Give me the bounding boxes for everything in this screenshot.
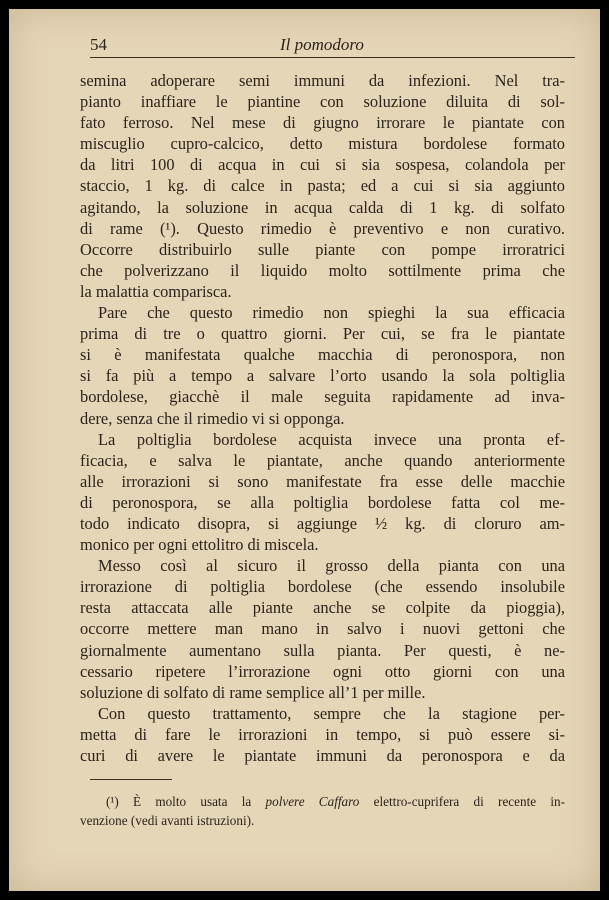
footnote-line: venzione (vedi avanti istruzioni). [80, 813, 255, 828]
footnote-text: È molto usata la [133, 794, 252, 809]
text-line: Pare che questo rimedio non spieghi la sua efficacia [98, 303, 565, 323]
text-line: che polverizzano il liquido molto sottilmente prima che [80, 260, 565, 280]
footnote-text: elettro-cuprifera di recente in- [373, 794, 566, 809]
text-line: si è manifestata qualche macchia di peronospora, non [80, 345, 565, 365]
text-line: di rame (¹). Questo rimedio è preventivo e non curativo. [80, 218, 565, 238]
text-line: irrorazione di poltiglia bordolese (che essendo insolubile [80, 577, 565, 597]
text-line: dere, senza che il rimedio vi si opponga. [80, 408, 345, 428]
text-line: metta di fare le irrorazioni in tempo, si può essere si- [80, 724, 565, 744]
paragraph [80, 429, 565, 556]
text-line: fato ferroso. Nel mese di giugno irrorare le piantate con [80, 113, 565, 133]
text-line: La poltiglia bordolese acquista invece una pronta ef- [98, 429, 565, 449]
text-line: bordolese, giacchè il male seguita rapidamente ad inva- [80, 387, 565, 407]
text-line: agitando, la soluzione in acqua calda di 1 kg. di solfato [80, 197, 565, 217]
text-line: Messo così al sicuro il grosso della pianta con una [98, 556, 565, 576]
footnote-marker: (¹) [106, 794, 119, 809]
text-line: prima di tre o quattro giorni. Per cui, se fra le piantate [80, 324, 565, 344]
text-line: Con questo trattamento, sempre che la stagione per- [98, 703, 565, 723]
text-line: miscuglio cupro-calcico, detto mistura bordolese formato [80, 134, 565, 154]
text-line: di peronospora, se alla poltiglia bordolese fatta col me- [80, 492, 565, 512]
paragraph [80, 703, 565, 766]
running-title: Il pomodoro [280, 35, 364, 54]
paragraph [80, 70, 565, 302]
footnote-line [80, 792, 565, 811]
text-line: resta attaccata alle piante anche se colpite da pioggia), [80, 598, 565, 618]
text-line: Occorre distribuirlo sulle piante con pompe irroratrici [80, 239, 565, 259]
text-line: alle irrorazioni si sono manifestate fra esse delle macchie [80, 471, 565, 491]
footnote-divider [90, 779, 172, 780]
page-number: 54 [90, 35, 107, 54]
running-header [90, 33, 575, 58]
text-line: curi di avere le piantate immuni da peronospora e da [80, 746, 565, 765]
paragraph [80, 302, 565, 429]
text-line: occorre mettere man mano in salvo i nuovi gettoni che [80, 619, 565, 639]
text-line: staccio, 1 kg. di calce in pasta; ed a cui si sia aggiunto [80, 176, 565, 196]
footnote [80, 792, 565, 830]
text-line: cessario ripetere l’irrorazione ogni otto giorni con una [80, 661, 565, 681]
text-line: monico per ogni ettolitro di miscela. [80, 535, 319, 555]
text-line: la malattia comparisca. [80, 281, 232, 301]
paragraph [80, 555, 565, 703]
text-line: ficacia, e salva le piantate, anche quando anteriormente [80, 450, 565, 470]
text-line: semina adoperare semi immuni da infezioni. Nel tra- [80, 71, 565, 90]
footnote-italic-term: polvere Caffaro [265, 794, 360, 809]
text-line: todo indicato disopra, si aggiunge ½ kg. di cloruro am- [80, 513, 565, 533]
text-line: pianto inaffiare le piantine con soluzione diluita di sol- [80, 92, 565, 112]
text-line: soluzione di solfato di rame semplice all’1 per mille. [80, 682, 426, 702]
text-line: si fa più a tempo a salvare l’orto usando la sola poltiglia [80, 366, 565, 386]
text-line: giornalmente aumentano sulla pianta. Per questi, è ne- [80, 640, 565, 660]
body-text [80, 70, 565, 766]
text-line: da litri 100 di acqua in cui si sia sospesa, colandola per [80, 155, 565, 175]
